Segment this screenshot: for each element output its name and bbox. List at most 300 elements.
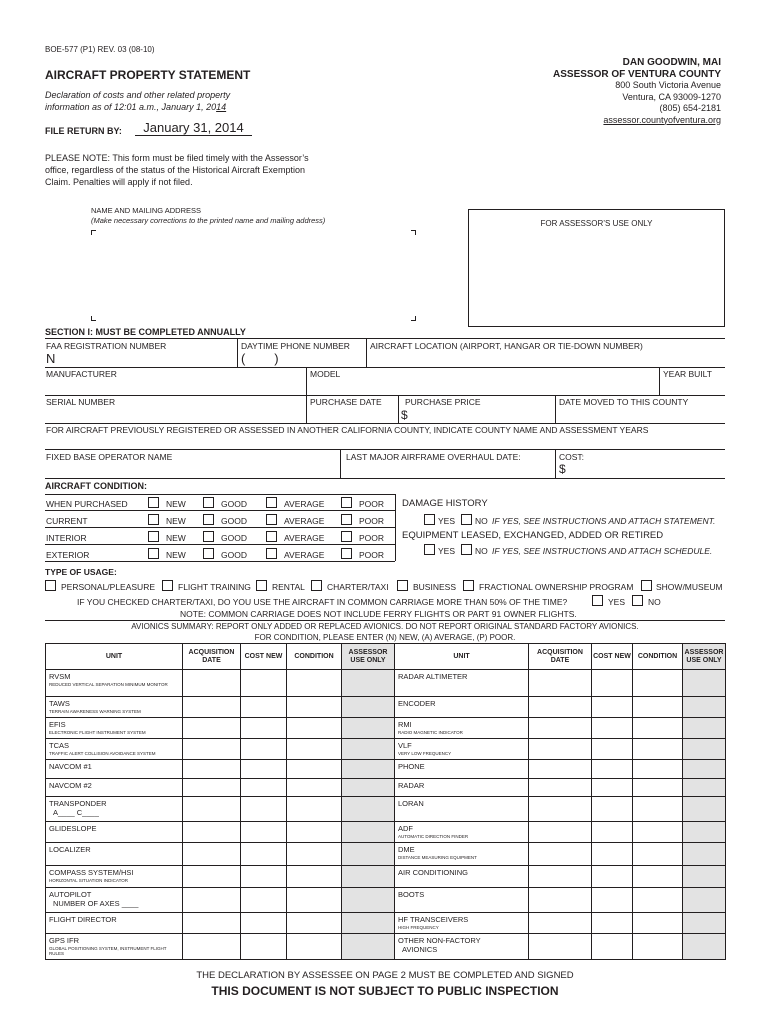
checkbox-new[interactable] <box>148 497 159 508</box>
condition-row-label: INTERIOR <box>46 533 87 543</box>
damage-heading: DAMAGE HISTORY <box>402 498 488 509</box>
unit-name: NAVCOM #2 <box>49 781 92 790</box>
charter-note: NOTE: COMMON CARRIAGE DOES NOT INCLUDE FERRY FLIGHTS OR PART 91 OWNER FLIGHTS. <box>180 609 577 619</box>
unit-name: FLIGHT DIRECTOR <box>49 915 117 924</box>
cost-new-input[interactable] <box>592 913 633 934</box>
rule <box>45 561 395 562</box>
damage-note: IF YES, SEE INSTRUCTIONS AND ATTACH STATEMENT. <box>492 516 716 526</box>
acq-date-input[interactable] <box>529 797 592 822</box>
unit-name: ENCODER <box>398 699 436 708</box>
cost-new-input[interactable] <box>241 779 287 797</box>
faa-label: FAA REGISTRATION NUMBER <box>46 341 167 351</box>
assessor-use-cell <box>683 866 726 888</box>
condition-row-label: EXTERIOR <box>46 550 90 560</box>
manufacturer-label: MANUFACTURER <box>46 369 117 379</box>
cost-new-input[interactable] <box>592 779 633 797</box>
unit-cell <box>395 888 529 913</box>
equipment-note: IF YES, SEE INSTRUCTIONS AND ATTACH SCHEDULE. <box>492 546 713 556</box>
option-label: NEW <box>166 550 186 560</box>
unit-cell <box>46 822 183 843</box>
acq-date-input[interactable] <box>183 934 241 960</box>
unit-cell <box>395 760 529 779</box>
option-label: AVERAGE <box>284 550 325 560</box>
table-row <box>46 779 726 797</box>
unit-name: GLIDESLOPE <box>49 824 97 833</box>
assessor-use-cell <box>342 697 395 718</box>
cost-new-input[interactable] <box>241 718 287 739</box>
checkbox-damage-yes[interactable] <box>424 514 435 525</box>
checkbox-charter-no[interactable] <box>632 595 643 606</box>
rule <box>340 449 341 478</box>
unit-cell <box>46 934 183 960</box>
unit-name: OTHER NON-FACTORY <box>398 936 481 945</box>
acq-date-input[interactable] <box>183 822 241 843</box>
col-condition: CONDITION <box>287 644 342 670</box>
footer-notice: THIS DOCUMENT IS NOT SUBJECT TO PUBLIC INSPECTION <box>211 984 559 998</box>
yes-label: YES <box>608 597 626 607</box>
unit-cell <box>395 779 529 797</box>
checkbox-average[interactable] <box>266 497 277 508</box>
assessor-title: ASSESSOR OF VENTURA COUNTY <box>553 68 721 80</box>
cost-new-input[interactable] <box>592 697 633 718</box>
checkbox-damage-no[interactable] <box>461 514 472 525</box>
condition-input[interactable] <box>287 718 342 739</box>
assessor-address1: 800 South Victoria Avenue <box>615 80 721 90</box>
col-unit: UNIT <box>395 644 529 670</box>
rule <box>45 494 395 495</box>
assessor-use-cell <box>342 822 395 843</box>
option-label: GOOD <box>221 516 247 526</box>
checkbox-personal[interactable] <box>45 580 56 591</box>
overhaul-label: LAST MAJOR AIRFRAME OVERHAUL DATE: <box>346 452 521 462</box>
option-label: AVERAGE <box>284 499 325 509</box>
name-address-hint: (Make necessary corrections to the printed name and mailing address) <box>91 216 326 225</box>
rule <box>45 620 725 621</box>
cost-new-input[interactable] <box>592 888 633 913</box>
condition-input[interactable] <box>633 934 683 960</box>
unit-cell <box>46 913 183 934</box>
acq-date-input[interactable] <box>183 779 241 797</box>
condition-input[interactable] <box>287 697 342 718</box>
cost-new-input[interactable] <box>592 718 633 739</box>
usage-option-label: SHOW/MUSEUM <box>656 582 723 592</box>
condition-input[interactable] <box>633 697 683 718</box>
avionics-header-row <box>46 644 726 670</box>
rule <box>366 338 367 367</box>
assessor-use-cell <box>342 934 395 960</box>
unit-cell <box>46 797 183 822</box>
cost-new-input[interactable] <box>592 822 633 843</box>
no-label: NO <box>648 597 661 607</box>
condition-input[interactable] <box>633 888 683 913</box>
assessor-use-cell <box>683 739 726 760</box>
cost-new-input[interactable] <box>592 934 633 960</box>
subtitle-year: 14 <box>216 102 227 112</box>
unit-description: ELECTRONIC FLIGHT INSTRUMENT SYSTEM <box>49 730 146 735</box>
acq-date-input[interactable] <box>529 934 592 960</box>
condition-input[interactable] <box>287 670 342 697</box>
unit-name: AUTOPILOT <box>49 890 92 899</box>
usage-option-label: PERSONAL/PLEASURE <box>61 582 156 592</box>
unit-name: ADF <box>398 824 413 833</box>
unit-name: TCAS <box>49 741 70 750</box>
checkbox-charter[interactable] <box>311 580 322 591</box>
option-label: GOOD <box>221 499 247 509</box>
previous-county-label: FOR AIRCRAFT PREVIOUSLY REGISTERED OR ASSESSED IN ANOTHER CALIFORNIA COUNTY, INDICATE COUNTY NAME AND ASSESSMENT YEARS <box>46 425 649 435</box>
checkbox-rental[interactable] <box>256 580 267 591</box>
unit-description: DISTANCE MEASURING EQUIPMENT <box>398 855 477 860</box>
checkbox-good[interactable] <box>203 531 214 542</box>
file-return-label: FILE RETURN BY: <box>45 126 122 136</box>
no-label: NO <box>475 546 488 556</box>
assessor-use-cell <box>683 822 726 843</box>
unit-cell <box>46 670 183 697</box>
avionics-summary: AVIONICS SUMMARY: REPORT ONLY ADDED OR REPLACED AVIONICS. DO NOT REPORT ORIGINAL STANDARD FACTORY AVIONICS. FOR CONDITION, PLEASE ENTER (N) NEW, (A) AVERAGE, (P) POOR. <box>131 622 639 642</box>
condition-input[interactable] <box>287 779 342 797</box>
col-condition: CONDITION <box>633 644 683 670</box>
condition-input[interactable] <box>633 760 683 779</box>
unit-description: VERY LOW FREQUENCY <box>398 751 452 756</box>
acq-date-input[interactable] <box>183 760 241 779</box>
cost-label: COST: <box>559 452 585 462</box>
cost-new-input[interactable] <box>592 739 633 760</box>
assessor-use-cell <box>342 797 395 822</box>
checkbox-poor[interactable] <box>341 514 352 525</box>
assessor-block <box>553 57 721 126</box>
unit-name: HF TRANSCEIVERS <box>398 915 469 924</box>
year-built-label: YEAR BUILT <box>663 369 712 379</box>
condition-input[interactable] <box>287 739 342 760</box>
condition-input[interactable] <box>633 718 683 739</box>
cost-new-input[interactable] <box>241 913 287 934</box>
condition-input[interactable] <box>633 843 683 866</box>
col-cost-new: COST NEW <box>241 644 287 670</box>
assessor-use-cell <box>683 888 726 913</box>
assessor-website[interactable]: assessor.countyofventura.org <box>603 114 721 125</box>
unit-name: VLF <box>398 741 412 750</box>
rule <box>398 395 399 423</box>
no-label: NO <box>475 516 488 526</box>
checkbox-poor[interactable] <box>341 548 352 559</box>
condition-input[interactable] <box>287 866 342 888</box>
serial-label: SERIAL NUMBER <box>46 397 116 407</box>
charter-question: IF YOU CHECKED CHARTER/TAXI, DO YOU USE THE AIRCRAFT IN COMMON CARRIAGE MORE THAN 50% OF THE TIME? <box>77 597 568 607</box>
table-row <box>46 670 726 697</box>
unit-cell <box>395 843 529 866</box>
condition-input[interactable] <box>287 888 342 913</box>
option-label: GOOD <box>221 533 247 543</box>
acq-date-input[interactable] <box>529 670 592 697</box>
acq-date-input[interactable] <box>529 718 592 739</box>
unit-cell <box>395 718 529 739</box>
condition-input[interactable] <box>633 822 683 843</box>
table-row <box>46 866 726 888</box>
cost-new-input[interactable] <box>592 843 633 866</box>
rule <box>45 449 725 450</box>
assessor-use-cell <box>342 888 395 913</box>
unit-cell <box>395 670 529 697</box>
usage-heading: TYPE OF USAGE: <box>45 567 117 577</box>
unit-description: GLOBAL POSITIONING SYSTEM, INSTRUMENT FLIGHT RULES <box>49 946 167 956</box>
phone-input[interactable]: ( ) <box>241 351 279 366</box>
name-address-label: NAME AND MAILING ADDRESS <box>91 206 202 215</box>
unit-extra: AVIONICS <box>402 945 438 954</box>
table-row <box>46 697 726 718</box>
unit-description: RADIO MAGNETIC INDICATOR <box>398 730 463 735</box>
unit-description: AUTOMATIC DIRECTION FINDER <box>398 834 469 839</box>
condition-input[interactable] <box>287 934 342 960</box>
unit-cell <box>46 866 183 888</box>
cost-new-input[interactable] <box>241 697 287 718</box>
col-unit: UNIT <box>46 644 183 670</box>
checkbox-average[interactable] <box>266 548 277 559</box>
model-label: MODEL <box>310 369 341 379</box>
unit-name: TRANSPONDER <box>49 799 107 808</box>
form-subtitle: Declaration of costs and other related property information as of 12:01 a.m., January 1, 2014 <box>45 90 231 112</box>
col-assessor-use: ASSESSOR USE ONLY <box>342 644 395 670</box>
assessor-use-cell <box>683 779 726 797</box>
cost-new-input[interactable] <box>241 866 287 888</box>
purchase-price-label: PURCHASE PRICE <box>405 397 481 407</box>
fbo-label: FIXED BASE OPERATOR NAME <box>46 452 173 462</box>
unit-name: PHONE <box>398 762 425 771</box>
checkbox-good[interactable] <box>203 514 214 525</box>
purchase-price-dollar[interactable]: $ <box>401 408 408 422</box>
assessor-use-cell <box>683 697 726 718</box>
unit-name: RADAR <box>398 781 425 790</box>
option-label: AVERAGE <box>284 533 325 543</box>
assessor-use-box <box>468 209 725 327</box>
condition-input[interactable] <box>287 797 342 822</box>
unit-cell <box>46 843 183 866</box>
form-title: AIRCRAFT PROPERTY STATEMENT <box>45 68 251 82</box>
usage-option-label: FLIGHT TRAINING <box>178 582 251 592</box>
purchase-date-label: PURCHASE DATE <box>310 397 382 407</box>
cost-new-input[interactable] <box>592 797 633 822</box>
unit-name: RMI <box>398 720 412 729</box>
unit-name: COMPASS SYSTEM/HSI <box>49 868 134 877</box>
assessor-use-cell <box>683 934 726 960</box>
cost-new-input[interactable] <box>592 866 633 888</box>
phone-label: DAYTIME PHONE NUMBER <box>241 341 350 351</box>
rule <box>45 338 725 339</box>
avionics-body <box>46 670 726 960</box>
condition-input[interactable] <box>633 670 683 697</box>
unit-cell <box>46 739 183 760</box>
address-corner-tl <box>91 230 96 235</box>
acq-date-input[interactable] <box>183 913 241 934</box>
col-assessor-use: ASSESSOR USE ONLY <box>683 644 726 670</box>
checkbox-charter-yes[interactable] <box>592 595 603 606</box>
acq-date-input[interactable] <box>529 697 592 718</box>
option-label: AVERAGE <box>284 516 325 526</box>
unit-name: GPS IFR <box>49 936 80 945</box>
unit-description: TRAFFIC ALERT COLLISION AVOIDANCE SYSTEM <box>49 751 156 756</box>
acq-date-input[interactable] <box>183 739 241 760</box>
cost-new-input[interactable] <box>241 843 287 866</box>
table-row <box>46 822 726 843</box>
acq-date-input[interactable] <box>183 888 241 913</box>
unit-name: LORAN <box>398 799 424 808</box>
col-acq-date: ACQUISITION DATE <box>183 644 241 670</box>
rule <box>45 395 725 396</box>
unit-cell <box>395 797 529 822</box>
col-cost-new: COST NEW <box>592 644 633 670</box>
condition-row-label: WHEN PURCHASED <box>46 499 128 509</box>
acq-date-input[interactable] <box>529 843 592 866</box>
date-moved-label: DATE MOVED TO THIS COUNTY <box>559 397 689 407</box>
assessor-use-cell <box>342 779 395 797</box>
checkbox-new[interactable] <box>148 531 159 542</box>
option-label: POOR <box>359 516 385 526</box>
rule <box>45 367 725 368</box>
acq-date-input[interactable] <box>183 866 241 888</box>
assessor-use-cell <box>342 866 395 888</box>
address-corner-tr <box>411 230 416 235</box>
assessor-use-cell <box>342 670 395 697</box>
unit-cell <box>395 822 529 843</box>
condition-input[interactable] <box>287 760 342 779</box>
checkbox-poor[interactable] <box>341 531 352 542</box>
acq-date-input[interactable] <box>183 718 241 739</box>
condition-input[interactable] <box>633 779 683 797</box>
assessor-use-label: FOR ASSESSOR’S USE ONLY <box>540 219 653 228</box>
location-label: AIRCRAFT LOCATION (AIRPORT, HANGAR OR TIE-DOWN NUMBER) <box>370 341 643 351</box>
condition-input[interactable] <box>287 843 342 866</box>
cost-new-input[interactable] <box>241 670 287 697</box>
table-row <box>46 913 726 934</box>
rule <box>555 395 556 423</box>
cost-new-input[interactable] <box>241 888 287 913</box>
unit-description: HORIZONTAL SITUATION INDICATOR <box>49 878 129 883</box>
acq-date-input[interactable] <box>183 670 241 697</box>
acq-date-input[interactable] <box>529 760 592 779</box>
unit-name: RADAR ALTIMETER <box>398 672 468 681</box>
condition-input[interactable] <box>287 822 342 843</box>
cost-new-input[interactable] <box>592 670 633 697</box>
acq-date-input[interactable] <box>529 888 592 913</box>
assessor-use-cell <box>683 670 726 697</box>
acq-date-input[interactable] <box>529 739 592 760</box>
acq-date-input[interactable] <box>183 843 241 866</box>
footer-declaration: THE DECLARATION BY ASSESSEE ON PAGE 2 MUST BE COMPLETED AND SIGNED <box>196 970 574 981</box>
usage-option-label: FRACTIONAL OWNERSHIP PROGRAM <box>479 582 634 592</box>
acq-date-input[interactable] <box>529 779 592 797</box>
checkbox-poor[interactable] <box>341 497 352 508</box>
rule <box>555 449 556 478</box>
unit-name: RVSM <box>49 672 71 681</box>
cost-new-input[interactable] <box>241 797 287 822</box>
assessor-use-cell <box>683 913 726 934</box>
unit-description: TERRAIN AWARENESS WARNING SYSTEM <box>49 709 141 714</box>
checkbox-new[interactable] <box>148 548 159 559</box>
condition-input[interactable] <box>287 913 342 934</box>
usage-option-label: BUSINESS <box>413 582 456 592</box>
unit-name: LOCALIZER <box>49 845 91 854</box>
condition-input[interactable] <box>633 797 683 822</box>
checkbox-equipment-yes[interactable] <box>424 544 435 555</box>
condition-input[interactable] <box>633 913 683 934</box>
cost-new-input[interactable] <box>241 822 287 843</box>
cost-dollar[interactable]: $ <box>559 462 566 476</box>
condition-row-label: CURRENT <box>46 516 88 526</box>
checkbox-good[interactable] <box>203 548 214 559</box>
checkbox-average[interactable] <box>266 531 277 542</box>
option-label: NEW <box>166 516 186 526</box>
acq-date-input[interactable] <box>529 913 592 934</box>
assessor-name: DAN GOODWIN, MAI <box>622 57 721 68</box>
option-label: POOR <box>359 533 385 543</box>
unit-name: NAVCOM #1 <box>49 762 92 771</box>
table-row <box>46 718 726 739</box>
acq-date-input[interactable] <box>529 866 592 888</box>
checkbox-good[interactable] <box>203 497 214 508</box>
cost-new-input[interactable] <box>241 760 287 779</box>
assessor-use-cell <box>342 913 395 934</box>
cost-new-input[interactable] <box>592 760 633 779</box>
checkbox-business[interactable] <box>397 580 408 591</box>
assessor-use-cell <box>683 843 726 866</box>
col-acq-date: ACQUISITION DATE <box>529 644 592 670</box>
checkbox-show-museum[interactable] <box>641 580 652 591</box>
equipment-heading: EQUIPMENT LEASED, EXCHANGED, ADDED OR RETIRED <box>402 530 664 541</box>
option-label: NEW <box>166 499 186 509</box>
condition-heading: AIRCRAFT CONDITION: <box>45 481 147 491</box>
cost-new-input[interactable] <box>241 934 287 960</box>
unit-name: DME <box>398 845 415 854</box>
file-return-value[interactable]: January 31, 2014 <box>135 120 252 136</box>
rule <box>45 544 395 545</box>
unit-cell <box>395 934 529 960</box>
condition-input[interactable] <box>633 866 683 888</box>
address-corner-bl <box>91 316 96 321</box>
unit-name: EFIS <box>49 720 66 729</box>
unit-description: HIGH FREQUENCY <box>398 925 439 930</box>
table-row <box>46 797 726 822</box>
checkbox-flight-training[interactable] <box>162 580 173 591</box>
unit-name: BOOTS <box>398 890 425 899</box>
checkbox-average[interactable] <box>266 514 277 525</box>
assessor-use-cell <box>342 760 395 779</box>
table-row <box>46 760 726 779</box>
unit-cell <box>46 718 183 739</box>
condition-input[interactable] <box>633 739 683 760</box>
unit-cell <box>395 697 529 718</box>
assessor-use-cell <box>683 760 726 779</box>
acq-date-input[interactable] <box>183 697 241 718</box>
cost-new-input[interactable] <box>241 739 287 760</box>
table-row <box>46 934 726 960</box>
faa-prefix[interactable]: N <box>46 351 56 366</box>
checkbox-fractional[interactable] <box>463 580 474 591</box>
checkbox-new[interactable] <box>148 514 159 525</box>
checkbox-equipment-no[interactable] <box>461 544 472 555</box>
table-row <box>46 843 726 866</box>
avionics-table <box>45 643 726 960</box>
rule <box>45 510 395 511</box>
rule <box>45 478 725 479</box>
assessor-use-cell <box>342 843 395 866</box>
unit-cell <box>46 779 183 797</box>
table-row <box>46 739 726 760</box>
assessor-address2: Ventura, CA 93009-1270 <box>622 91 721 102</box>
notice: PLEASE NOTE: This form must be filed timely with the Assessor’s office, regardless of the status of the Historical Aircraft Exemption Claim. Penalties will apply if not filed. <box>45 153 309 187</box>
acq-date-input[interactable] <box>183 797 241 822</box>
unit-cell <box>46 697 183 718</box>
unit-extra: NUMBER OF AXES ____ <box>53 899 139 908</box>
acq-date-input[interactable] <box>529 822 592 843</box>
assessor-phone: (805) 654-2181 <box>659 103 721 113</box>
